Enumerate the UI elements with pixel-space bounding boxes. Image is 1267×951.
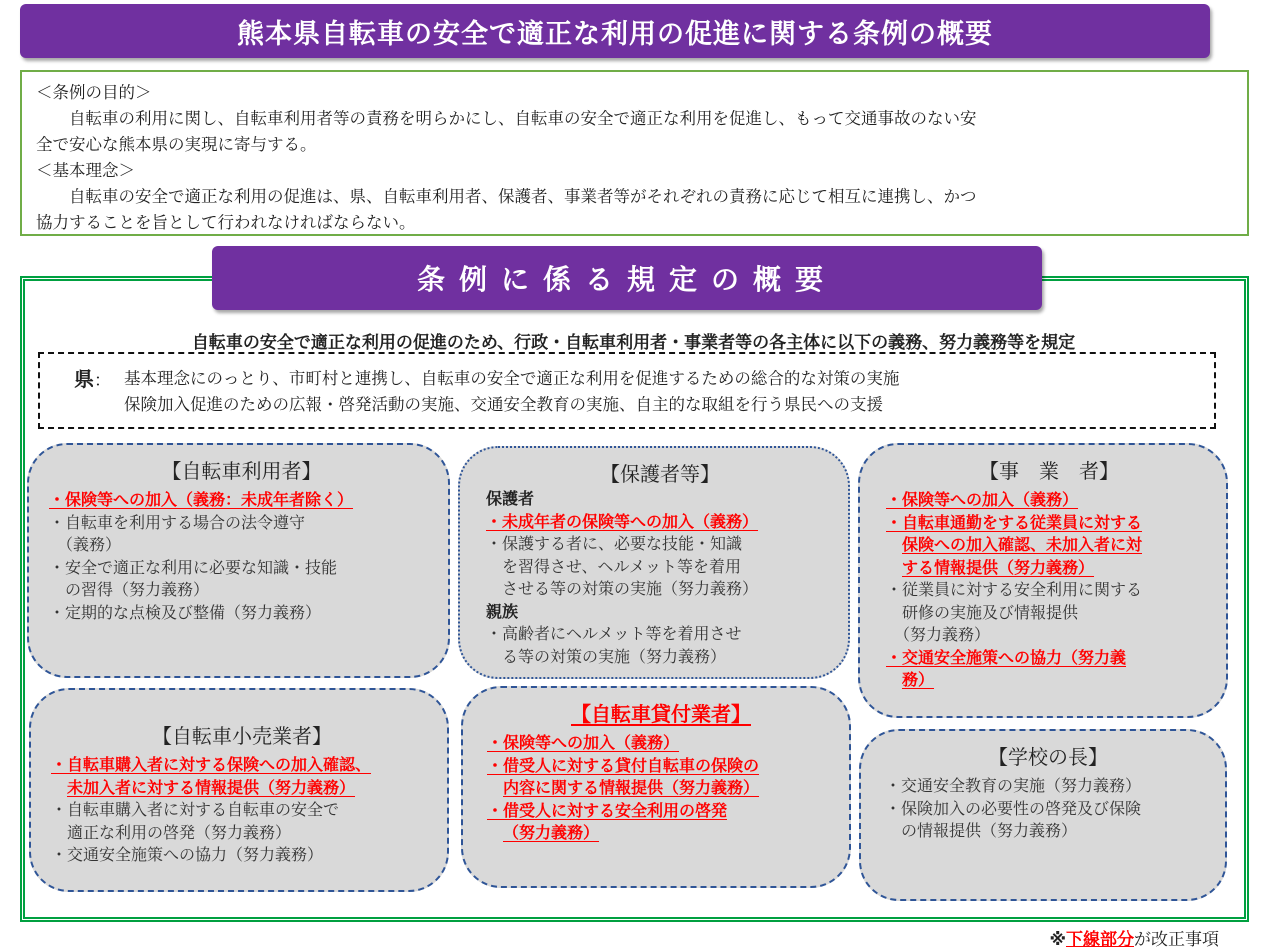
card-title: 【事 業 者】 [979,459,1119,483]
card-school-principal [859,729,1227,901]
card-business [858,443,1228,718]
principle-heading: ＜基本理念＞ [36,161,135,180]
rules-title: 条例に係る規定の概要 [416,263,837,296]
list-item: ・交通安全教育の実施（努力義務） [885,776,1142,795]
card-title: 【自転車貸付業者】 [571,702,751,726]
list-item: ・高齢者にヘルメット等を着用させ る等の対策の実施（努力義務） [486,624,742,666]
list-item: ・自転車通勤をする従業員に対する 保険への加入確認、未加入者に対 する情報提供（努力義務） [886,512,1143,577]
footnote-mark: ※ [1049,930,1066,950]
rules-lead-text: 自転車の安全で適正な利用の促進のため、行政・自転車利用者・事業者等の各主体に以下の義務、努力義務等を規定 [191,333,1076,353]
card-retailer [29,688,449,892]
list-item: ・保険等への加入（義務） [487,733,680,752]
principle-text-2: 協力することを旨として行われなければならない。 [36,213,416,232]
list-item: ・未成年者の保険等への加入（義務） [486,511,759,531]
list-item: ・自転車購入者に対する保険への加入確認、 未加入者に対する情報提供（努力義務） [51,755,372,797]
prefecture-label: 県： [74,367,111,391]
card-title: 【学校の長】 [988,745,1108,769]
prefecture-line-1: 基本理念にのっとり、市町村と連携し、自転車の安全で適正な利用を促進するための総合的な対策の実施 [124,369,900,388]
list-item: ・保険等への加入（義務：未成年者除く） [49,490,354,509]
list-item: ・定期的な点検及び整備（努力義務） [49,602,322,622]
card-title: 【保護者等】 [600,462,720,486]
card-rental [461,686,851,888]
list-item: ・保護する者に、必要な技能・知識 を習得させ、ヘルメット等を着用 させる等の対策の実施（努力義務） [486,534,759,598]
list-item: ・従業員に対する安全利用に関する 研修の実施及び情報提供 （努力義務） [886,580,1143,644]
list-item: ・交通安全施策への協力（努力義 務） [886,647,1127,689]
list-item: ・自転車を利用する場合の法令遵守 （義務） [49,512,306,554]
card-guardian [458,446,850,679]
purpose-text-1: 自転車の利用に関し、自転車利用者等の責務を明らかにし、自転車の安全で適正な利用を促進し、もって交通事故のない安 [69,109,977,128]
list-item: ・交通安全施策への協力（努力義務） [51,845,324,864]
purpose-text-2: 全で安心な熊本県の実現に寄与する。 [36,135,317,154]
principle-text-1: 自転車の安全で適正な利用の促進は、県、自転車利用者、保護者、事業者等がそれぞれの責務に応じて相互に連携し、かつ [69,187,977,206]
footnote-underlined: 下線部分 [1066,930,1134,950]
purpose-box [20,70,1249,236]
main-title: 熊本県自転車の安全で適正な利用の促進に関する条例の概要 [237,18,993,50]
list-item: ・借受人に対する貸付自転車の保険の 内容に関する情報提供（努力義務） [487,755,760,797]
card-cyclist [27,443,450,678]
list-item: ・借受人に対する安全利用の啓発 （努力義務） [487,800,728,842]
prefecture-line-2: 保険加入促進のための広報・啓発活動の実施、交通安全教育の実施、自主的な取組を行う県民への支援 [124,395,883,414]
list-item: ・自転車購入者に対する自転車の安全で 適正な利用の啓発（努力義務） [51,800,340,842]
footnote [1049,925,1219,950]
prefecture-box [38,352,1216,429]
list-item: ・安全で適正な利用に必要な知識・技能 の習得（努力義務） [49,557,338,599]
purpose-heading: ＜条例の目的＞ [36,83,152,102]
footnote-text: が改正事項 [1134,930,1219,950]
card-title: 【自転車小売業者】 [152,724,332,748]
sub-heading-guardian: 保護者 [486,489,535,508]
sub-heading-relatives: 親族 [486,601,519,621]
card-title: 【自転車利用者】 [161,459,322,483]
rules-title-banner [212,246,1042,310]
list-item: ・保険加入の必要性の啓発及び保険 の情報提供（努力義務） [885,798,1142,840]
main-title-banner [20,4,1210,58]
list-item: ・保険等への加入（義務） [886,490,1079,509]
